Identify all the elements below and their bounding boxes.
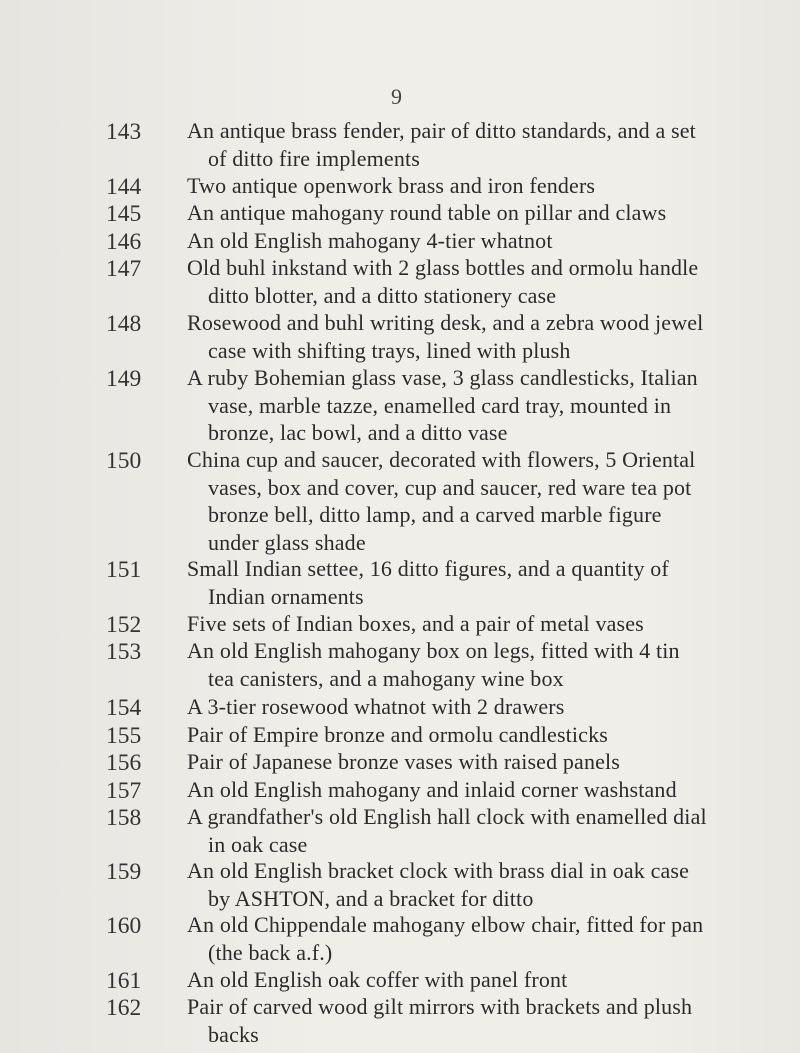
lot-number: 160 [106,913,142,939]
lot-description [187,776,772,804]
lot-description [187,993,772,1048]
lot-description [187,748,772,776]
lot-number: 152 [106,612,142,638]
description-line: Pair of Empire bronze and ormolu candlesticks [187,722,608,747]
description-line: backs [208,1021,259,1047]
lot-description [187,117,772,172]
lot-number: 146 [106,229,142,255]
description-line: Two antique openwork brass and iron fenders [187,173,596,198]
description-line: vase, marble tazze, enamelled card tray, mounted in [208,392,672,418]
lot-description [187,364,772,447]
lot-description [187,610,772,638]
lot-number: 149 [106,366,142,392]
description-line: bronze bell, ditto lamp, and a carved marble figure [208,502,662,527]
lot-description [187,199,772,227]
lot-number: 162 [106,995,142,1021]
lot-number: 153 [106,639,142,665]
lot-description [187,637,772,692]
description-line: under glass shade [208,529,366,555]
lot-number: 148 [106,311,142,337]
description-line: Old buhl inkstand with 2 glass bottles and ormolu handle [187,255,699,280]
description-line: Five sets of Indian boxes, and a pair of metal vases [187,611,644,636]
lot-number: 150 [106,448,142,474]
lot-number: 159 [106,859,142,885]
lot-description [187,446,772,556]
lot-number: 143 [106,119,142,145]
description-line: An old English mahogany 4-tier whatnot [187,228,553,253]
lot-number: 144 [106,174,142,200]
description-line: Indian ornaments [208,583,364,609]
lot-number: 157 [106,778,142,804]
description-line: China cup and saucer, decorated with flowers, 5 Oriental [187,447,696,472]
description-line: case with shifting trays, lined with plush [208,337,571,363]
lot-description [187,555,772,610]
lot-number: 156 [106,750,142,776]
description-line: An old English bracket clock with brass dial in oak case [187,858,690,883]
lot-description [187,172,772,200]
description-line: vases, box and cover, cup and saucer, red ware tea pot [208,474,692,500]
description-line: An old English oak coffer with panel front [187,967,568,992]
description-line: Small Indian settee, 16 ditto figures, and a quantity of [187,556,669,581]
lot-number: 154 [106,695,142,721]
description-line: Pair of Japanese bronze vases with raised panels [187,749,620,774]
lot-number: 151 [106,557,142,583]
description-line: An antique mahogany round table on pillar and claws [187,200,667,225]
description-line: An old English mahogany box on legs, fitted with 4 tin [187,638,680,663]
lot-description [187,966,772,994]
lot-description [187,254,772,309]
lot-number: 145 [106,201,142,227]
lot-description [187,693,772,721]
description-line: An old Chippendale mahogany elbow chair, fitted for pan [187,912,704,937]
lot-description [187,857,772,912]
page-number: 9 [391,84,402,109]
description-line: tea canisters, and a mahogany wine box [208,665,564,691]
lot-number: 158 [106,805,142,831]
description-line: An antique brass fender, pair of ditto standards, and a set [187,118,696,143]
lot-number: 161 [106,968,142,994]
lot-description [187,911,772,966]
description-line: in oak case [208,831,308,857]
description-line: An old English mahogany and inlaid corner washstand [187,777,677,802]
lot-description [187,227,772,255]
description-line: A ruby Bohemian glass vase, 3 glass candlesticks, Italian [187,365,698,390]
description-line: of ditto fire implements [208,145,420,171]
description-line: Rosewood and buhl writing desk, and a zebra wood jewel [187,310,704,335]
lot-description [187,803,772,858]
description-line: by ASHTON, and a bracket for ditto [208,885,534,911]
description-line: Pair of carved wood gilt mirrors with brackets and plush [187,994,693,1019]
description-line: ditto blotter, and a ditto stationery case [208,282,557,308]
description-line: (the back a.f.) [208,939,333,965]
description-line: bronze, lac bowl, and a ditto vase [208,420,508,445]
description-line: A grandfather's old English hall clock with enamelled dial [187,804,707,829]
lot-number: 155 [106,723,142,749]
lot-number: 147 [106,256,142,282]
lot-description [187,309,772,364]
lot-description [187,721,772,749]
description-line: A 3-tier rosewood whatnot with 2 drawers [187,694,565,719]
